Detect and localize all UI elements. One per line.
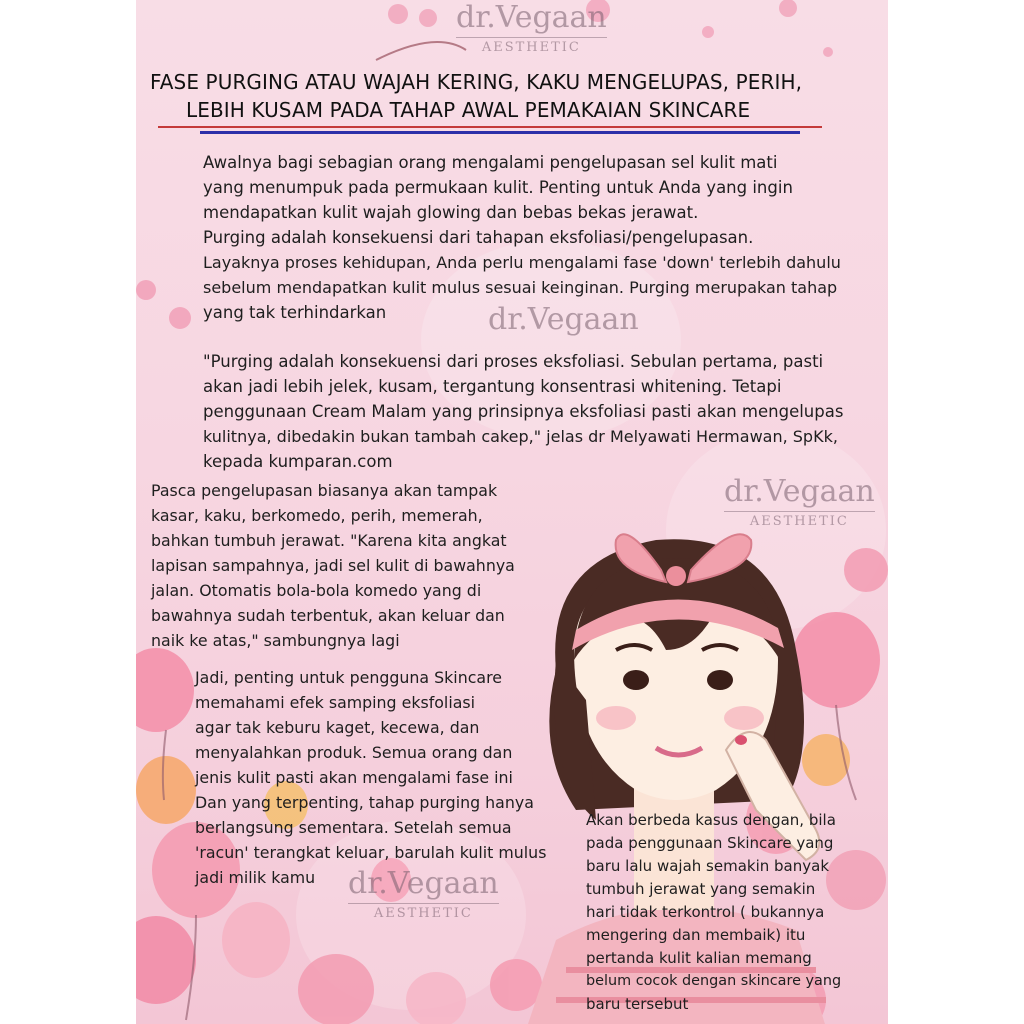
watermark-sub: AESTHETIC [348,903,499,921]
watermark-brand: dr.Vegaan [348,866,499,901]
text-line: 'racun' terangkat keluar, barulah kulit mulus [195,843,547,862]
text-line: pada penggunaan Skincare yang [586,834,834,852]
text-line: Layaknya proses kehidupan, Anda perlu mengalami fase 'down' terlebih dahulu [203,253,841,272]
text-line: pertanda kulit kalian memang [586,949,812,967]
watermark-sub: AESTHETIC [456,37,607,55]
text-line: belum cocok dengan skincare yang [586,973,842,989]
text-line: kulitnya, dibedakin bukan tambah cakep," jelas dr Melyawati Hermawan, SpKk, [203,427,838,446]
text-line: menyalahkan produk. Semua orang dan [195,743,513,762]
text-line: berlangsung sementara. Setelah semua [195,818,512,837]
text-line: naik ke atas," sambungnya lagi [151,631,400,650]
title-underline-blue [200,131,800,134]
watermark-sub: AESTHETIC [724,511,875,529]
text-line: jadi milik kamu [195,868,316,887]
watermark-middle [488,302,639,337]
text-line: baru tersebut [586,995,689,1013]
text-line: Purging adalah konsekuensi dari tahapan eksfoliasi/pengelupasan. [203,228,754,247]
text-line: mendapatkan kulit wajah glowing dan bebas bekas jerawat. [203,203,699,222]
text-line: "Purging adalah konsekuensi dari proses eksfoliasi. Sebulan pertama, pasti [203,352,824,371]
text-line: mengering dan membaik) itu [586,926,806,944]
text-line: jenis kulit pasti akan mengalami fase ini [195,768,513,787]
watermark-right [724,474,875,529]
text-line: sebelum mendapatkan kulit mulus sesuai keinginan. Purging merupakan tahap [203,278,838,297]
text-line: memahami efek samping eksfoliasi [195,693,476,712]
watermark-top [456,0,607,55]
text-line: kasar, kaku, berkomedo, perih, memerah, [151,506,483,525]
text-line: Pasca pengelupasan biasanya akan tampak [151,481,498,500]
text-line: lapisan sampahnya, jadi sel kulit di bawahnya [151,556,515,575]
text-line: penggunaan Cream Malam yang prinsipnya eksfoliasi pasti akan mengelupas [203,402,844,421]
text-line: hari tidak terkontrol ( bukannya [586,903,825,921]
watermark-bottom [348,866,499,921]
text-line: tumbuh jerawat yang semakin [586,880,816,898]
text-line: bahkan tumbuh jerawat. "Karena kita angkat [151,531,507,550]
cherry-blossom-icon [388,0,833,57]
eye-right [707,670,733,690]
text-line: yang tak terhindarkan [203,303,387,322]
text-line: agar tak keburu kaget, kecewa, dan [195,718,480,737]
watermark-brand: dr.Vegaan [456,0,607,35]
text-line: bawahnya sudah terbentuk, akan keluar dan [151,606,505,625]
page-title-line-2: LEBIH KUSAM PADA TAHAP AWAL PEMAKAIAN SKINCARE [186,98,751,122]
text-line: baru lalu wajah semakin banyak [586,857,830,875]
text-line: Awalnya bagi sebagian orang mengalami pengelupasan sel kulit mati [203,153,778,172]
eye-left [623,670,649,690]
watermark-brand: dr.Vegaan [724,474,875,509]
cherry-blossom-icon [136,280,191,329]
watermark-brand: dr.Vegaan [488,302,639,337]
text-line: Dan yang terpenting, tahap purging hanya [195,793,534,812]
text-line: yang menumpuk pada permukaan kulit. Penting untuk Anda yang ingin [203,178,793,197]
text-line: jalan. Otomatis bola-bola komedo yang di [151,581,482,600]
text-line: kepada kumparan.com [203,452,393,471]
page-title-line-1: FASE PURGING ATAU WAJAH KERING, KAKU MENGELUPAS, PERIH, [150,70,803,94]
text-line: akan jadi lebih jelek, kusam, tergantung konsentrasi whitening. Tetapi [203,377,782,396]
text-line: Akan berbeda kasus dengan, bila [586,811,836,829]
text-line: Jadi, penting untuk pengguna Skincare [195,668,502,687]
title-underline-red [158,126,822,128]
